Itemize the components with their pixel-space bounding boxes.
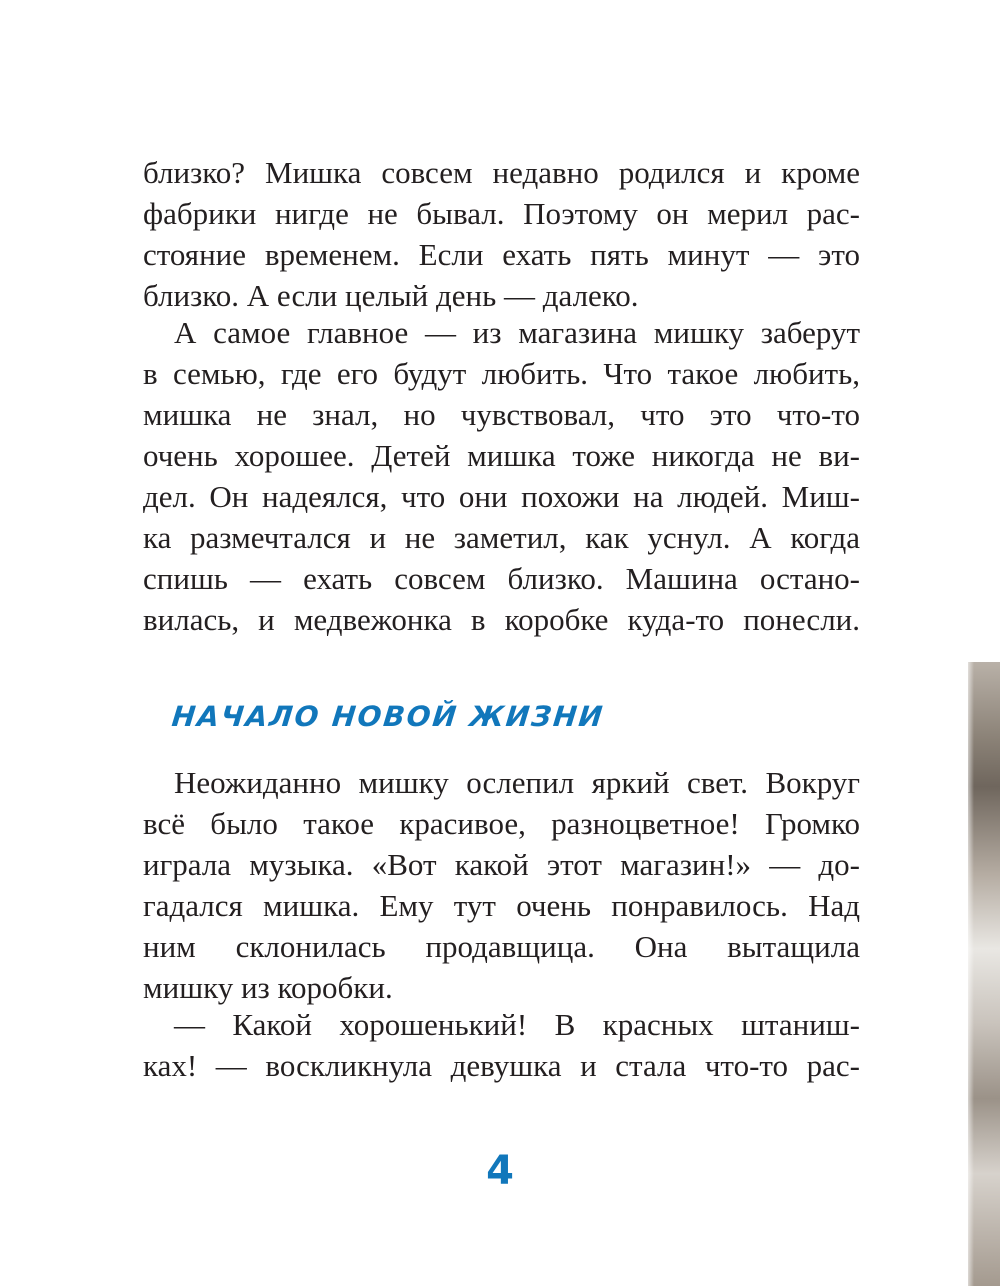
text-line: ка размечтался и не заметил, как уснул. А когда	[143, 520, 860, 555]
text-line: вилась, и медвежонка в коробке куда-то понесли.	[143, 602, 860, 637]
text-line: ним склонилась продавщица. Она вытащила	[143, 929, 860, 964]
text-line: ках! — воскликнула девушка и стала что-то рас-	[143, 1048, 860, 1083]
text-line: стояние временем. Если ехать пять минут — это	[143, 237, 860, 272]
text-line: мишку из коробки.	[143, 970, 393, 1005]
paragraph-2	[143, 312, 860, 640]
text-line: близко? Мишка совсем недавно родился и кроме	[143, 155, 860, 190]
text-line: очень хорошее. Детей мишка тоже никогда не ви-	[143, 438, 860, 473]
page-number: 4	[486, 1148, 514, 1194]
text-line: в семью, где его будут любить. Что такое любить,	[143, 356, 860, 391]
text-line: близко. А если целый день — далеко.	[143, 278, 639, 313]
text-line: — Какой хорошенький! В красных штаниш-	[174, 1007, 860, 1042]
text-line: играла музыка. «Вот какой этот магазин!» — до-	[143, 847, 860, 882]
text-line: мишка не знал, но чувствовал, что это что-то	[143, 397, 860, 432]
text-line: гадался мишка. Ему тут очень понравилось. Над	[143, 888, 860, 923]
text-line: спишь — ехать совсем близко. Машина остано-	[143, 561, 860, 596]
chapter-heading: НАЧАЛО НОВОЙ ЖИЗНИ	[170, 700, 606, 733]
paragraph-1	[143, 152, 860, 316]
illustration-edge-image	[968, 662, 1000, 1286]
text-line: всё было такое красивое, разноцветное! Громко	[143, 806, 860, 841]
text-line: А самое главное — из магазина мишку заберут	[174, 315, 860, 350]
paragraph-4	[143, 1004, 860, 1086]
text-line: дел. Он надеялся, что они похожи на людей. Миш-	[143, 479, 860, 514]
text-line: Неожиданно мишку ослепил яркий свет. Вокруг	[174, 765, 860, 800]
paragraph-3	[143, 762, 860, 1008]
text-line: фабрики нигде не бывал. Поэтому он мерил рас-	[143, 196, 860, 231]
